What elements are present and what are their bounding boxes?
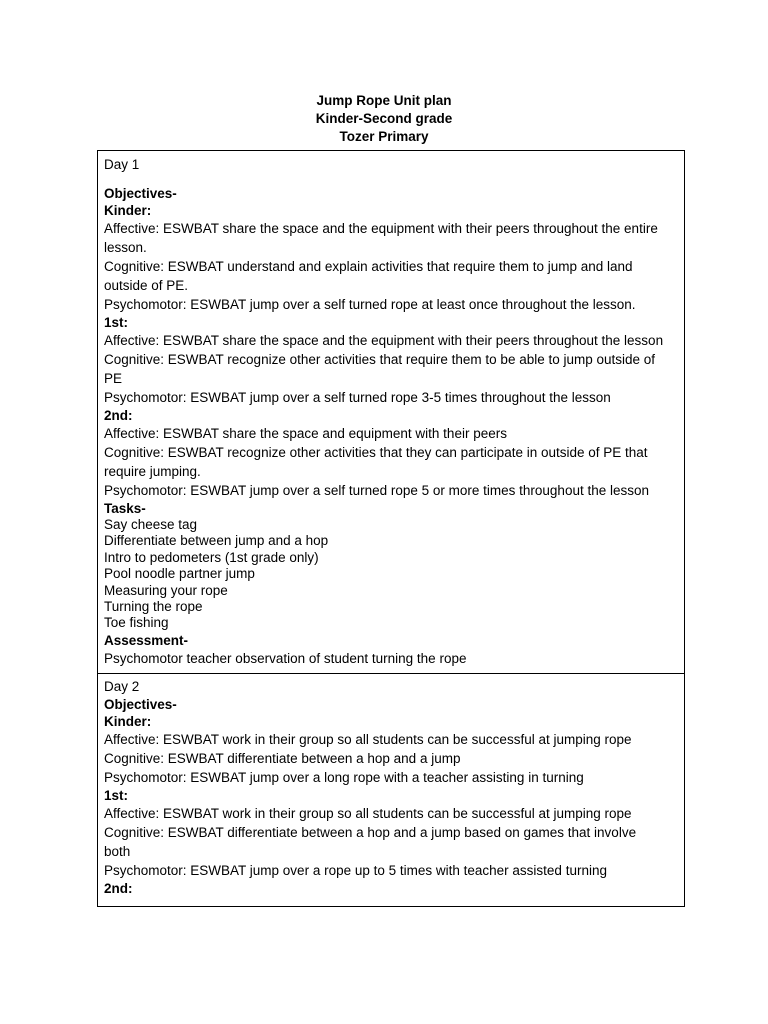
document-header: [0, 92, 768, 146]
day-2-cell: [98, 673, 684, 906]
objective-line: Cognitive: ESWBAT differentiate between a hop and a jump based on games that involve: [104, 825, 637, 840]
document-title: Jump Rope Unit plan: [316, 93, 452, 108]
objective-line: require jumping.: [104, 464, 201, 479]
tasks-heading: Tasks-: [104, 501, 146, 516]
objectives-heading: Objectives-: [104, 186, 177, 201]
objective-line: Psychomotor: ESWBAT jump over a self turned rope 5 or more times throughout the lesson: [104, 483, 650, 498]
objective-line: Affective: ESWBAT work in their group so all students can be successful at jumping rope: [104, 732, 632, 747]
assessment-heading: Assessment-: [104, 632, 189, 648]
task-item: Intro to pedometers (1st grade only): [104, 549, 319, 565]
objective-line: outside of PE.: [104, 278, 189, 293]
objective-line: Cognitive: ESWBAT recognize other activities that require them to be able to jump outside of: [104, 352, 656, 367]
second-grade-heading: 2nd:: [104, 408, 133, 423]
objective-line: Affective: ESWBAT work in their group so all students can be successful at jumping rope: [104, 806, 632, 821]
objective-line: Affective: ESWBAT share the space and the equipment with their peers throughout the lesson: [104, 333, 664, 348]
objective-line: Psychomotor: ESWBAT jump over a rope up to 5 times with teacher assisted turning: [104, 863, 607, 878]
objective-line: Affective: ESWBAT share the space and the equipment with their peers throughout the entire: [104, 221, 658, 236]
school-name: Tozer Primary: [339, 129, 429, 144]
objective-line: Affective: ESWBAT share the space and equipment with their peers: [104, 426, 507, 441]
objective-line: Psychomotor: ESWBAT jump over a self turned rope at least once throughout the lesson.: [104, 297, 636, 312]
unit-plan-table: [97, 150, 685, 907]
day-label: Day 1: [104, 157, 140, 172]
objective-line: Psychomotor: ESWBAT jump over a long rope with a teacher assisting in turning: [104, 770, 584, 785]
second-grade-heading: 2nd:: [104, 881, 133, 896]
objective-line: PE: [104, 371, 123, 386]
task-item: Measuring your rope: [104, 582, 228, 598]
kinder-heading: Kinder:: [104, 714, 152, 729]
objective-line: both: [104, 844, 131, 859]
day-label: Day 2: [104, 679, 140, 694]
task-item: Pool noodle partner jump: [104, 566, 255, 582]
first-grade-heading: 1st:: [104, 788, 129, 803]
kinder-heading: Kinder:: [104, 203, 152, 218]
assessment-text: Psychomotor teacher observation of student turning the rope: [104, 650, 467, 666]
task-item: Toe fishing: [104, 615, 169, 631]
objective-line: Cognitive: ESWBAT differentiate between a hop and a jump: [104, 751, 461, 766]
task-item: Say cheese tag: [104, 517, 198, 532]
objectives-heading: Objectives-: [104, 697, 177, 712]
objective-line: Psychomotor: ESWBAT jump over a self turned rope 3-5 times throughout the lesson: [104, 390, 611, 405]
objective-line: lesson.: [104, 240, 147, 255]
objective-line: Cognitive: ESWBAT understand and explain activities that require them to jump and land: [104, 259, 633, 274]
first-grade-heading: 1st:: [104, 315, 129, 330]
objective-line: Cognitive: ESWBAT recognize other activities that they can participate in outside of PE that: [104, 445, 648, 460]
day-1-cell: [98, 151, 684, 673]
task-item: Differentiate between jump and a hop: [104, 533, 329, 549]
task-item: Turning the rope: [104, 599, 203, 615]
grade-range: Kinder-Second grade: [315, 111, 453, 126]
